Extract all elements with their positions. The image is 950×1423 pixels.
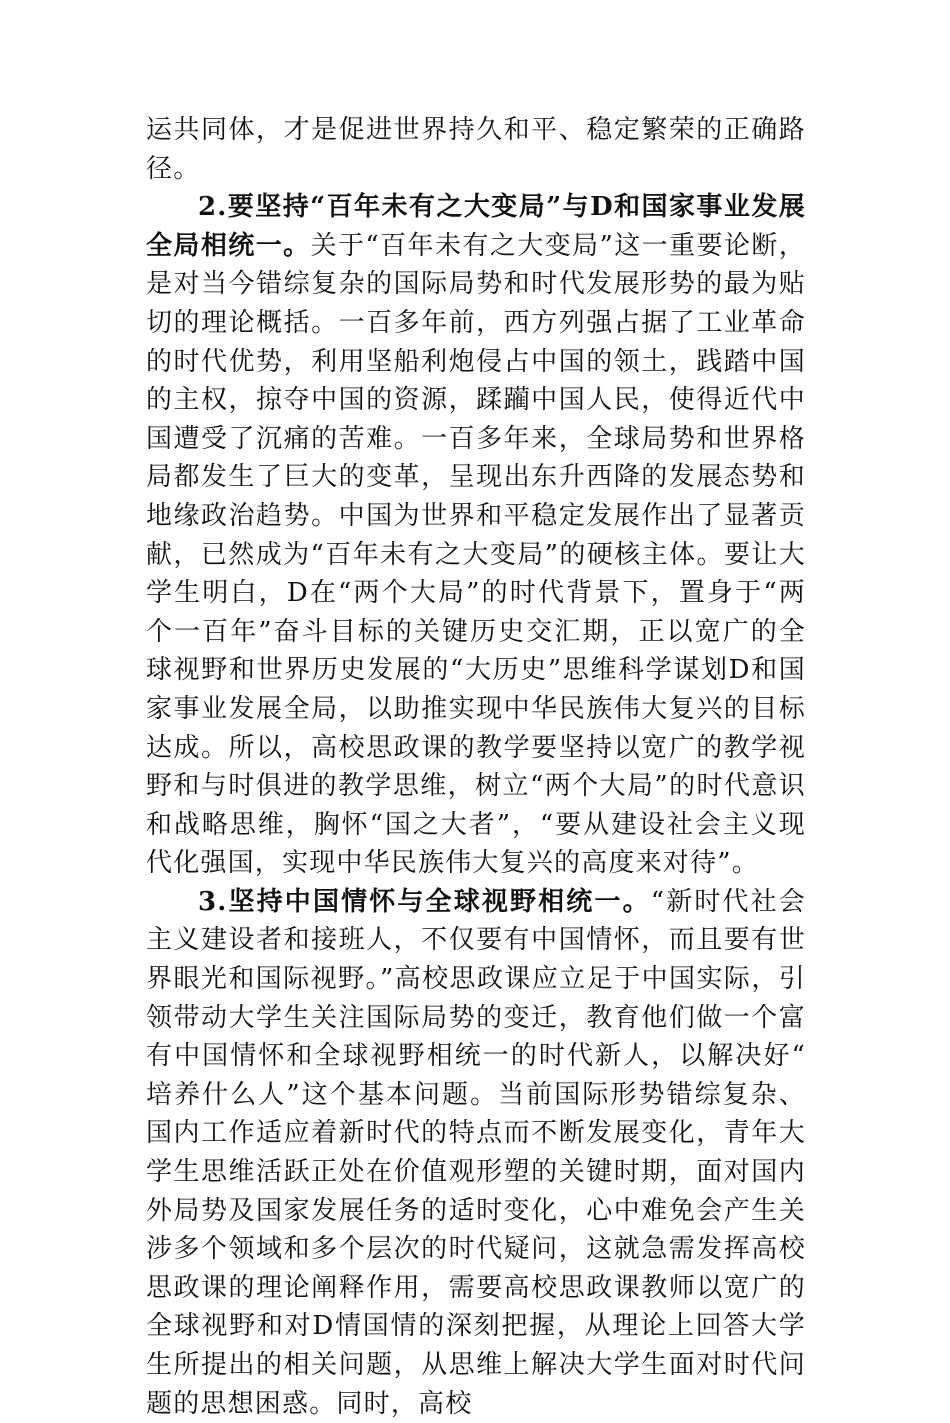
- section-heading-2: 2.要坚持“百年未有之大变局”与D和国家事业发展全局相统一。: [146, 192, 806, 261]
- paragraph-continuation: [146, 111, 806, 188]
- document-page: [146, 111, 806, 1423]
- paragraph-section-2: [146, 188, 806, 883]
- paragraph-text: “新时代社会主义建设者和接班人，不仅要有中国情怀，而且要有世界眼光和国际视野。”高校思政课应立足于中国实际，引领带动大学生关注国际局势的变迁，教育他们做一个富有中国情怀和全球视野相统一的时代新人，以解决好“培养什么人”这个基本问题。当前国际形势错综复杂、国内工作适应着新时代的特点而不断发展变化，青年大学生思维活跃正处在价值观形塑的关键时期，面对国内外局势及国家发展任务的适时变化，心中难免会产生关涉多个领域和多个层次的时代疑问，这就急需发挥高校思政课的理论阐释作用，需要高校思政课教师以宽广的全球视野和对D情国情的深刻把握，从理论上回答大学生所提出的相关问题，从思维上解决大学生面对时代问题的思想困惑。同时，高校: [146, 886, 806, 1419]
- paragraph-section-3: [146, 883, 806, 1423]
- section-heading-3: 3.坚持中国情怀与全球视野相统一。: [198, 886, 651, 917]
- paragraph-text: 运共同体，才是促进世界持久和平、稳定繁荣的正确路径。: [146, 115, 806, 184]
- paragraph-text: 关于“百年未有之大变局”这一重要论断，是对当今错综复杂的国际局势和时代发展形势的最为贴切的理论概括。一百多年前，西方列强占据了工业革命的时代优势，利用坚船利炮侵占中国的领土，践踏中国的主权，掠夺中国的资源，蹂躏中国人民，使得近代中国遭受了沉痛的苦难。一百多年来，全球局势和世界格局都发生了巨大的变革，呈现出东升西降的发展态势和地缘政治趋势。中国为世界和平稳定发展作出了显著贡献，已然成为“百年未有之大变局”的硬核主体。要让大学生明白，D在“两个大局”的时代背景下，置身于“两个一百年”奋斗目标的关键历史交汇期，正以宽广的全球视野和世界历史发展的“大历史”思维科学谋划D和国家事业发展全局，以助推实现中华民族伟大复兴的目标达成。所以，高校思政课的教学要坚持以宽广的教学视野和与时俱进的教学思维，树立“两个大局”的时代意识和战略思维，胸怀“国之大者”，“要从建设社会主义现代化强国，实现中华民族伟大复兴的高度来对待”。: [146, 230, 807, 879]
